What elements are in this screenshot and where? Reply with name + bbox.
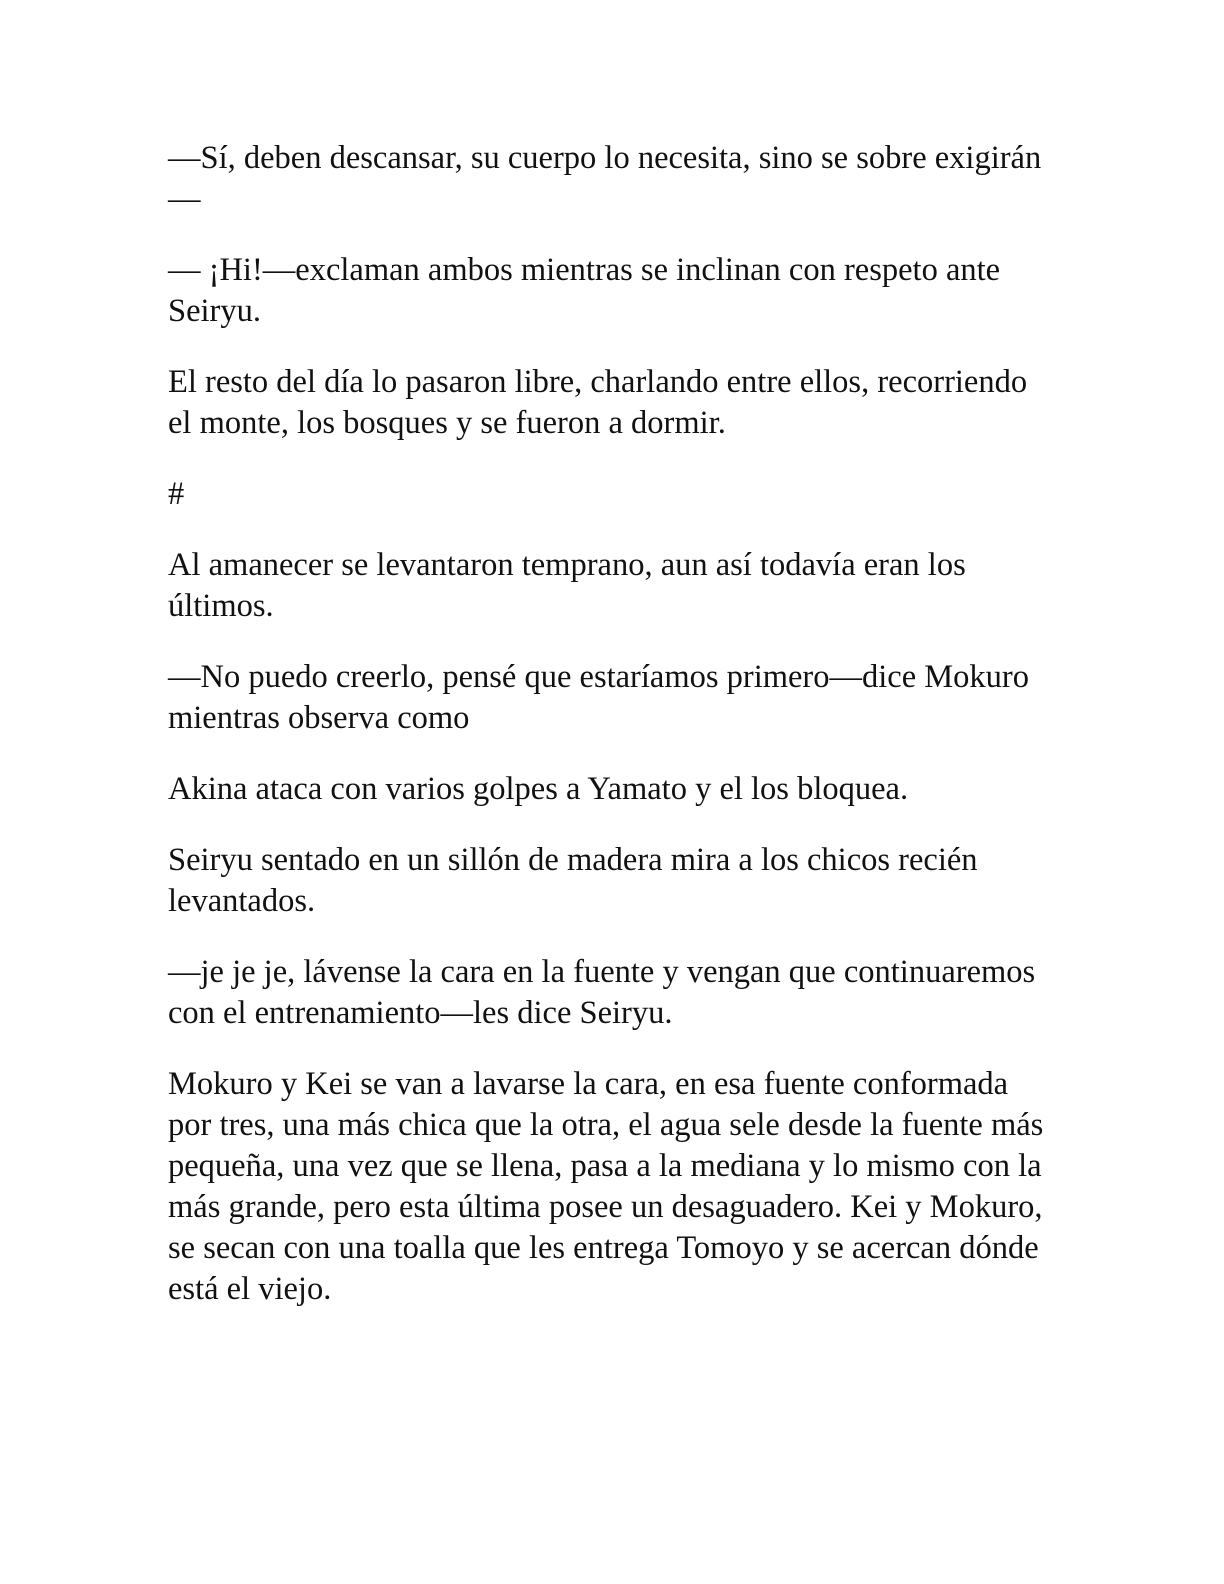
paragraph-fountain: Mokuro y Kei se van a lavarse la cara, en esa fuente conformada por tres, una más chica que la otra, el agua sele desde la fuente más pequeña, una vez que se llena, pasa a la mediana y lo mismo con la más grande, pero esta última posee un desaguadero. Kei y Mokuro, se secan con una toalla que les entrega Tomoyo y se acercan dónde está el viejo.	[168, 1066, 1044, 1307]
paragraph-seiryu-advice: —Sí, deben descansar, su cuerpo lo necesita, sino se sobre exigirán—	[168, 140, 1042, 217]
document-page	[168, 138, 1058, 1340]
paragraph-rest-of-day: El resto del día lo pasaron libre, charlando entre ellos, recorriendo el monte, los bosques y se fueron a dormir.	[168, 364, 1028, 441]
scene-break: #	[168, 476, 185, 512]
paragraph-mokuro-dialogue: —No puedo creerlo, pensé que estaríamos primero—dice Mokuro mientras observa como	[168, 659, 1029, 736]
paragraph-akina-attack: Akina ataca con varios golpes a Yamato y el los bloquea.	[168, 771, 909, 807]
paragraph-hi-exclaim: — ¡Hi!—exclaman ambos mientras se inclinan con respeto ante Seiryu.	[168, 252, 1001, 329]
paragraph-dawn: Al amanecer se levantaron temprano, aun así todavía eran los últimos.	[168, 547, 966, 624]
paragraph-seiryu-seated: Seiryu sentado en un sillón de madera mira a los chicos recién levantados.	[168, 842, 978, 919]
paragraph-seiryu-laugh: —je je je, lávense la cara en la fuente y vengan que continuaremos con el entrenamiento—les dice Seiryu.	[168, 954, 1036, 1031]
